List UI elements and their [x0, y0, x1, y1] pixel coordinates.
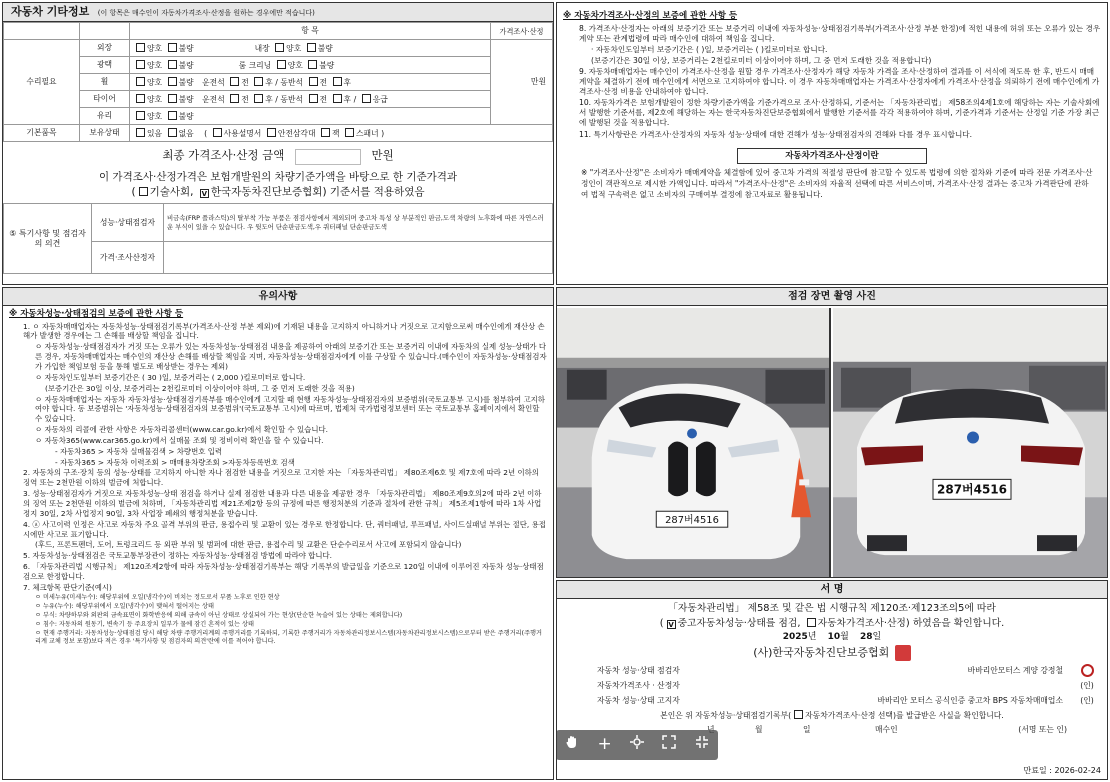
gloss-good-checkbox[interactable]	[136, 60, 145, 69]
caution-header: 유의사항	[3, 288, 553, 306]
signer-row	[557, 678, 1107, 693]
caution-item: ㅇ 침수: 자동차의 원동기, 변속기 등 주요장치 일부가 물에 잠긴 흔적이 있는 상태	[35, 620, 254, 628]
signature-header: 서 명	[557, 581, 1107, 599]
passenger-side-label: 동반석	[280, 94, 304, 104]
row-room-cleaning-label: 룸 크리닝	[238, 60, 272, 70]
rear-plate-text: 287버4516	[937, 482, 1007, 497]
signer-mark: (인)	[1080, 681, 1094, 690]
front-label: 전	[319, 94, 328, 104]
has-label: 있음	[147, 128, 163, 138]
price-item-8-note: (보증기간은 30일 이상, 보증거리는 2천킬로미터 이상이어야 하며, 그 중 먼저 도래한 것을 적용합니다)	[591, 55, 932, 65]
opt-bad-label: 불량	[178, 60, 194, 70]
opt-bad-label: 불량	[178, 77, 194, 87]
price-check-label: 자동차가격조사·산정) 하였음을 확인합니다.	[817, 617, 1005, 629]
vehicle-info-note: (이 항목은 매수인이 자동차가격조사·산정을 원하는 경우에만 적습니다)	[97, 9, 315, 17]
jack-label: 잭	[331, 128, 340, 138]
opt-good-label: 양호	[147, 60, 163, 70]
performance-check-checkbox[interactable]: V	[668, 620, 674, 629]
price-inspector-label: 가격·조사산정자	[92, 242, 164, 274]
caution-item: (보증기간은 30일 이상, 보증거리는 2천킬로미터 이상이어야 하며, 그 중 먼저 도래한 것을 적용)	[45, 383, 355, 393]
jack-checkbox[interactable]	[321, 128, 330, 137]
caution-item: ㅇ 자동차인도일부터 보증기간은 ( 30 )일, 보증거리는 ( 2,000 )킬로미터로 합니다.	[35, 372, 306, 382]
wheel-driver-rear-checkbox[interactable]	[254, 77, 263, 86]
basis-paren-open: (	[131, 186, 136, 199]
signer-label: 자동차 성능·상태 점검자	[597, 666, 680, 675]
rear-label: 후	[265, 77, 273, 87]
tire-driver-front-checkbox[interactable]	[230, 94, 239, 103]
emergency-label: 응급	[372, 94, 388, 104]
expiry-date: 만료일 : 2026-02-24	[1023, 766, 1101, 775]
exit-fullscreen-icon[interactable]	[689, 735, 715, 755]
vehicle-info-table: 항 목 가격조사·산정 수리필요 외장 양호 불량 내장 양호 불량 만원 광택 양호 불량 룸 크리닝 양호 불량 휠 양호 불량 운전석 전 후 / 동반석 전 후 타이어 양호 불량 운전석 전 후 / 동반석 전 후 / 응급 유리 양호 불량 기본품목 보유상태 있음 없음 ( 사용설명서 안전삼각대 잭 스패너 )	[3, 22, 553, 142]
receipt-line	[557, 710, 1107, 721]
caution-item: - 자동차365 > 자동차 이력조회 > 매매용차량조회 >자동차등록번호 검색	[55, 457, 295, 467]
manual-checkbox[interactable]	[213, 128, 222, 137]
rear-label: 후	[265, 94, 273, 104]
repair-needed-label: 수리필요	[4, 40, 80, 125]
price-definition-box-title: 자동차가격조사·산정이란	[737, 148, 927, 165]
assoc-checkbox[interactable]: V	[201, 190, 208, 199]
tire-good-checkbox[interactable]	[136, 94, 145, 103]
basis-line-2	[3, 185, 553, 200]
zoom-in-icon[interactable]: +	[597, 734, 612, 755]
day-unit: 일	[872, 632, 882, 643]
signer-row	[557, 693, 1107, 708]
signer-table	[557, 663, 1107, 708]
signer-row	[557, 663, 1107, 678]
caution-item: ㅇ 자동차의 리콜에 관한 사항은 자동차리콜센터(www.car.go.kr)에서 확인할 수 있습니다.	[35, 425, 328, 435]
date-day: 28	[860, 632, 873, 643]
price-item-8: 8. 가격조사·산정자는 아래의 보증기간 또는 보증거리 이내에 자동차성능·상태점검기록부(가격조사·산정 부분 한정)에 적힌 내용에 허위 또는 오류가 있는 경우 계약 또는 관계법령에 따라 매수인에 대하여 책임을 집니다.	[579, 23, 1101, 43]
caution-item: 1. ㅇ 자동차매매업자는 자동차성능·상태점검기록부(가격조사·산정 부분 제외)에 기재된 내용을 고지하지 아니하거나 거짓으로 고지함으로써 매수인에게 재산상 손해가 발생한 경우에는 그 손해를 배상할 책임을 집니다.	[23, 321, 545, 341]
row-glass-label: 유리	[80, 108, 130, 125]
front-label: 전	[241, 94, 249, 104]
price-item-10: 10. 자동차가격은 보험개발원이 정한 차량기준가액을 기준가격으로 조사·산정하되, 기준서는 「자동차관리법」 제58조의4제1호에 해당하는 자는 기술사회에서 발행한 기준서를, 제2호에 해당하는 자는 한국자동차진단보증협회에서 발행한 기준서를 각각 적용하여야 하며, 기준가격과 기준서는 산정일 기준 가장 최근에 발행된 것을 적용합니다.	[579, 98, 1100, 128]
buyer-day-unit: 일	[803, 725, 811, 735]
signer-mark: (인)	[1080, 696, 1094, 705]
driver-side-label: 운전석	[202, 94, 225, 104]
date-month: 10	[827, 632, 841, 643]
price-definition-box-text: ※ "가격조사·산정"은 소비자가 매매계약을 체결함에 있어 중고차 가격의 적절성 판단에 참고할 수 있도록 법령에 의한 절차와 기준에 따라 전문 가격조사·산정인이 객관적으로 제시한 가액입니다. 따라서 "가격조사·산정"은 소비자의 자율적 선택에 따른 서비스이며, 가격조사·산정 결과는 중고차 가격판단에 관하여 법적 구속력은 없고 소비자의 구매여부 결정에 참고자료로 활용됩니다.	[581, 168, 1093, 199]
basic-items-label: 기본품목	[4, 125, 80, 142]
row-wheel-label: 휠	[80, 74, 130, 91]
special-notes-label: ⑤ 특기사항 및 점검자의 의견	[4, 204, 92, 274]
opt-good-label: 양호	[147, 77, 163, 87]
exterior-bad-checkbox[interactable]	[168, 43, 177, 52]
assoc-label: 한국자동차진단보증협회	[210, 186, 323, 199]
tire-pass-front-checkbox[interactable]	[309, 94, 318, 103]
signer-mark	[1067, 663, 1107, 678]
basis-line-1: 이 가격조사·산정가격은 보험개발원의 차량기준가액을 바탕으로 한 기준가격과	[98, 171, 458, 183]
caution-item: 5. 자동차성능·상태점검은 국토교통부장관이 정하는 자동차성능·상태점검 방법에 따라야 합니다.	[23, 551, 332, 561]
passenger-side-label: 동반석	[280, 77, 304, 87]
special-notes-table	[3, 203, 553, 274]
cleaning-bad-checkbox[interactable]	[308, 60, 317, 69]
triangle-label: 안전삼각대	[277, 128, 316, 138]
tech-society-label: 기술사회,	[149, 186, 194, 199]
vehicle-info-panel	[2, 2, 554, 285]
opt-bad-label: 불량	[178, 111, 194, 121]
receipt-text-a: 본인은 위 자동차성능·상태점검기록부(	[660, 711, 792, 721]
price-item-8-period: · 자동차인도일부터 보증기간은 ( )일, 보증거리는 ( )킬로미터로 합니다.	[591, 44, 828, 54]
cleaning-good-checkbox[interactable]	[277, 60, 286, 69]
signer-seal-icon	[1081, 664, 1094, 677]
opt-good-label: 양호	[287, 60, 303, 70]
opt-bad-label: 불량	[178, 43, 194, 53]
opt-bad-label: 불량	[178, 94, 194, 104]
signer-label: 자동차 성능·상태 고지자	[597, 696, 680, 705]
glass-bad-checkbox[interactable]	[168, 111, 177, 120]
wheel-pass-rear-checkbox[interactable]	[333, 77, 342, 86]
opt-good-label: 양호	[286, 43, 302, 53]
rear-label: 후	[343, 94, 352, 104]
signature-org: (사)한국자동차진단보증협회	[753, 645, 890, 659]
caution-item: ㅇ 부식: 차량하부와 외판의 금속표면이 화학반응에 의해 금속이 아닌 상태로 상실되어 가는 현상(단순한 녹슬어 있는 상태는 제외합니다)	[35, 611, 403, 619]
signer-value	[697, 678, 1067, 693]
tire-emergency-checkbox[interactable]	[362, 94, 371, 103]
final-price-input[interactable]	[295, 149, 361, 165]
tech-society-checkbox[interactable]	[139, 187, 148, 196]
signer-value: 바바리안 모터스 공식인증 중고차 BPS 자동차매매업소	[877, 696, 1063, 705]
vehicle-info-title: 자동차 기타정보	[11, 5, 90, 18]
receipt-price-checkbox[interactable]	[794, 710, 803, 719]
date-year: 2025	[782, 632, 808, 643]
final-price-row	[3, 142, 553, 168]
wheel-pass-front-checkbox[interactable]	[309, 77, 318, 86]
triangle-checkbox[interactable]	[267, 128, 276, 137]
caution-item: ㅇ 현재 주행거리: 자동차성능·상태점검 당시 해당 차량 주행거리계의 주행거리를 기록하되, 기록한 주행거리가 자동차관리정보시스템(자동차관리정보시스템)으로부터 받은 주행거리(주행거리계 교체 정보 포함)보다 적은 경우 '특기사항 및 점검자의 의견'란에 이를 적어야 합니다.	[35, 629, 543, 645]
rear-label: 후	[343, 77, 352, 87]
opt-good-label: 양호	[147, 94, 163, 104]
wheel-good-checkbox[interactable]	[136, 77, 145, 86]
caution-item: - 자동차365 > 자동차 실매물검색 > 차량번호 입력	[55, 446, 222, 456]
opt-good-label: 양호	[147, 43, 163, 53]
none-label: 없음	[178, 128, 194, 138]
glass-good-checkbox[interactable]	[136, 111, 145, 120]
caution-item: 6. 「자동차관리법 시행규칙」 제120조제2항에 따라 자동차성능·상태점검기록부는 해당 기록부의 발급일을 기준으로 120일 이내에 이루어진 자동차 성능·상태점검으로 한정합니다.	[23, 562, 544, 581]
col-price-header: 가격조사·산정	[491, 23, 553, 40]
interior-good-checkbox[interactable]	[275, 43, 284, 52]
price-notice-title: ※ 자동차가격조사·산정의 보증에 관한 사항 등	[563, 11, 738, 21]
possession-label: 보유상태	[80, 125, 130, 142]
final-price-unit: 만원	[371, 148, 394, 162]
final-price-label: 최종 가격조사·산정 금액	[162, 148, 285, 162]
driver-side-label: 운전석	[202, 77, 225, 87]
performance-check-label: 중고자동차성능·상태를 점검,	[677, 617, 801, 629]
price-inspector-note[interactable]	[164, 242, 553, 274]
caution-item: ㅇ 자동차성능·상태점검자가 거짓 또는 오류가 있는 자동차성능·상태점검 내용을 제공하여 아래의 보증기간 또는 보증거리 이내에 자동차의 실제 성능·상태가 다른 경우, 자동차매매업자는 매수인의 재산상 손해를 배상할 책임을 지며, 자동차성능·상태점검자에게 이를 구상할 수 있습니다.(매수인이 자동차성능·상태점검자가 가입한 책임보험 등을 통해 별도로 배상받는 경우는 제외)	[35, 342, 547, 371]
signature-org-row	[557, 645, 1107, 662]
year-unit: 년	[807, 632, 817, 643]
caution-item: ㅇ 누유(누수): 해당부위에서 오일(냉각수)이 맺혀서 떨어지는 상태	[35, 602, 214, 610]
price-unit-label: 만원	[491, 40, 553, 125]
month-unit: 월	[840, 632, 849, 643]
buyer-month-unit: 월	[755, 725, 763, 735]
wheel-driver-front-checkbox[interactable]	[230, 77, 239, 86]
spanner-label: 스패너	[356, 128, 379, 138]
caution-item: ㅇ 자동차매매업자는 자동차 자동차성능·상태점검기록부를 매수인에게 고지할 때 현행 자동차성능·상태점검자의 보증범위(국토교통부 고시)를 첨부하여 고지하여야 합니다. 동 보증범위는 '자동차성능·상태점검자의 보증범위'(국토교통부 고시)에 따르며, 법제처 국가법령정보센터 또는 국토교통부 홈페이지에서 확인할 수 있습니다.	[35, 394, 545, 424]
gloss-bad-checkbox[interactable]	[168, 60, 177, 69]
signature-law-line: 「자동차관리법」 제58조 및 같은 법 시행규칙 제120조·제123조의5에 따라	[668, 603, 996, 614]
hand-pan-icon[interactable]	[559, 735, 585, 755]
signer-label: 자동차가격조사 · 산정자	[597, 681, 680, 690]
opt-bad-label: 불량	[317, 43, 333, 53]
none-checkbox[interactable]	[168, 128, 177, 137]
front-label: 전	[241, 77, 249, 87]
manual-label: 사용설명서	[223, 128, 262, 138]
viewer-toolbar	[556, 730, 718, 760]
signature-check-line	[557, 617, 1107, 632]
tire-driver-rear-checkbox[interactable]	[254, 94, 263, 103]
row-gloss-label: 광택	[80, 57, 130, 74]
price-item-9: 9. 자동차매매업자는 매수인이 가격조사·산정을 원할 경우 가격조사·산정자가 해당 자동차 가격을 조사·산정하여 결과를 이 서식에 적도록 한 후, 반드시 매매계약을 체결하기 전에 매수인에게 서면으로 고지하여야 합니다. 이 경우 자동차매매업자는 가격조사·산정자에게 가격조사·산정을 의뢰하기 전에 매수인에게 가격조사·산정 비용을 안내하여야 합니다.	[579, 67, 1100, 97]
wheel-bad-checkbox[interactable]	[168, 77, 177, 86]
exterior-good-checkbox[interactable]	[136, 43, 145, 52]
caution-item: 3. 성능·상태점검자가 거짓으로 자동차성능·상태 점검을 하거나 실제 점검한 내용과 다른 내용을 제공한 경우 「자동차관리법」 제80조제9호의2에 따라 2년 이하의 징역 또는 2천만원 이하의 벌금에 처하며, 「자동차관리법 제21조제2항 등의 규정에 따른 행정처분의 기준과 절차에 관한 규칙」 제5조제1항에 따라 1차 사업정지 30일, 2차 사업정지 90일, 3차 사업장 폐쇄의 행정처분을 받습니다.	[23, 489, 542, 518]
caution-item: 7. 체크항목 판단기준(예시)	[23, 582, 112, 592]
front-plate-text: 287버4516	[665, 515, 719, 527]
price-notice-panel	[556, 2, 1108, 285]
inspector-note: 비금속(FRP 플라스틱)의 탈부착 가능 부품은 점검사항에서 제외되며 중고차 특성 상 부분적인 판금,도색 차량의 노후화에 따른 자연스러운 부식이 있을 수 있습니다. 우 뒷도어 단순판금도색,우 쿼터패널 단순판금도색	[164, 204, 553, 242]
buyer-sign-label: (서명 또는 인)	[1018, 725, 1067, 735]
spanner-checkbox[interactable]	[345, 128, 354, 137]
signature-statement	[557, 599, 1107, 661]
signature-date	[557, 631, 1107, 645]
front-photo[interactable]	[557, 308, 831, 577]
photos-panel	[556, 287, 1108, 578]
inspector-label: 성능·상태점검자	[92, 204, 164, 242]
basis-paren-close: ) 기준서를 적용하였음	[322, 186, 425, 199]
opt-bad-label: 불량	[319, 60, 335, 70]
caution-item: 2. 자동차의 구조·장치 등의 성능·상태를 고지하지 아니한 자나 점검한 내용을 거짓으로 고지한 자는 「자동차관리법」 제80조제6호 및 제7호에 따라 2년 이하의 징역 또는 2천만원 이하의 벌금에 처합니다.	[23, 468, 539, 488]
target-icon[interactable]	[624, 735, 650, 755]
buyer-label: 매수인	[875, 725, 898, 735]
caution-title: ※ 자동차성능·상태점검의 보증에 관한 사항 등	[9, 309, 184, 319]
front-label: 전	[319, 77, 328, 87]
caution-item: 4. ⓐ 사고이력 인정은 사고로 자동차 주요 골격 부위의 판금, 용접수리 및 교환이 있는 경우로 한정합니다. 단, 쿼터패널, 루프패널, 사이드실패널 부위는 절단, 용접 시에만 사고로 표기합니다.	[23, 519, 546, 539]
row-interior-label: 내장	[254, 43, 270, 53]
price-notice-body	[557, 24, 1107, 140]
price-item-11: 11. 특기사항란은 가격조사·산정자의 자동차 성능·상태에 대한 견해가 성능·상태점검자의 견해와 다를 경우 표시합니다.	[579, 129, 973, 139]
caution-body	[3, 322, 553, 646]
basis-statement	[3, 168, 553, 200]
row-exterior-label: 외장	[80, 40, 130, 57]
rear-photo[interactable]	[833, 308, 1108, 577]
price-check-checkbox[interactable]	[807, 618, 816, 627]
opt-good-label: 양호	[147, 111, 163, 121]
fit-screen-icon[interactable]	[656, 735, 682, 755]
signer-value: 바바리안모터스 계양 강정철	[967, 666, 1063, 675]
tire-pass-rear-checkbox[interactable]	[333, 94, 342, 103]
check-paren-open: (	[659, 617, 664, 629]
photos-header: 점검 장면 촬영 사진	[557, 288, 1107, 306]
org-seal-icon	[895, 645, 911, 661]
has-checkbox[interactable]	[136, 128, 145, 137]
col-item-header: 항 목	[130, 23, 491, 40]
caution-item: (후드, 프론트펜더, 도어, 트렁크리드 등 외판 부위 및 범퍼에 대한 판금, 용접수리 및 교환은 단순수리로서 사고에 포함되지 않습니다)	[35, 540, 462, 550]
receipt-text-b: 자동차가격조사·산정 선택)를 발급받은 사실을 확인합니다.	[805, 711, 1004, 721]
caution-item: ㅇ 자동차365(www.car365.go.kr)에서 실매물 조회 및 정비이력 확인을 할 수 있습니다.	[35, 435, 324, 445]
caution-item: ㅇ 미세누유(미세누수): 해당부위에 오일(냉각수)이 비치는 정도로서 부품 노후로 인한 현상	[35, 593, 280, 601]
caution-panel	[2, 287, 554, 780]
row-tire-label: 타이어	[80, 91, 130, 108]
interior-bad-checkbox[interactable]	[307, 43, 316, 52]
tire-bad-checkbox[interactable]	[168, 94, 177, 103]
